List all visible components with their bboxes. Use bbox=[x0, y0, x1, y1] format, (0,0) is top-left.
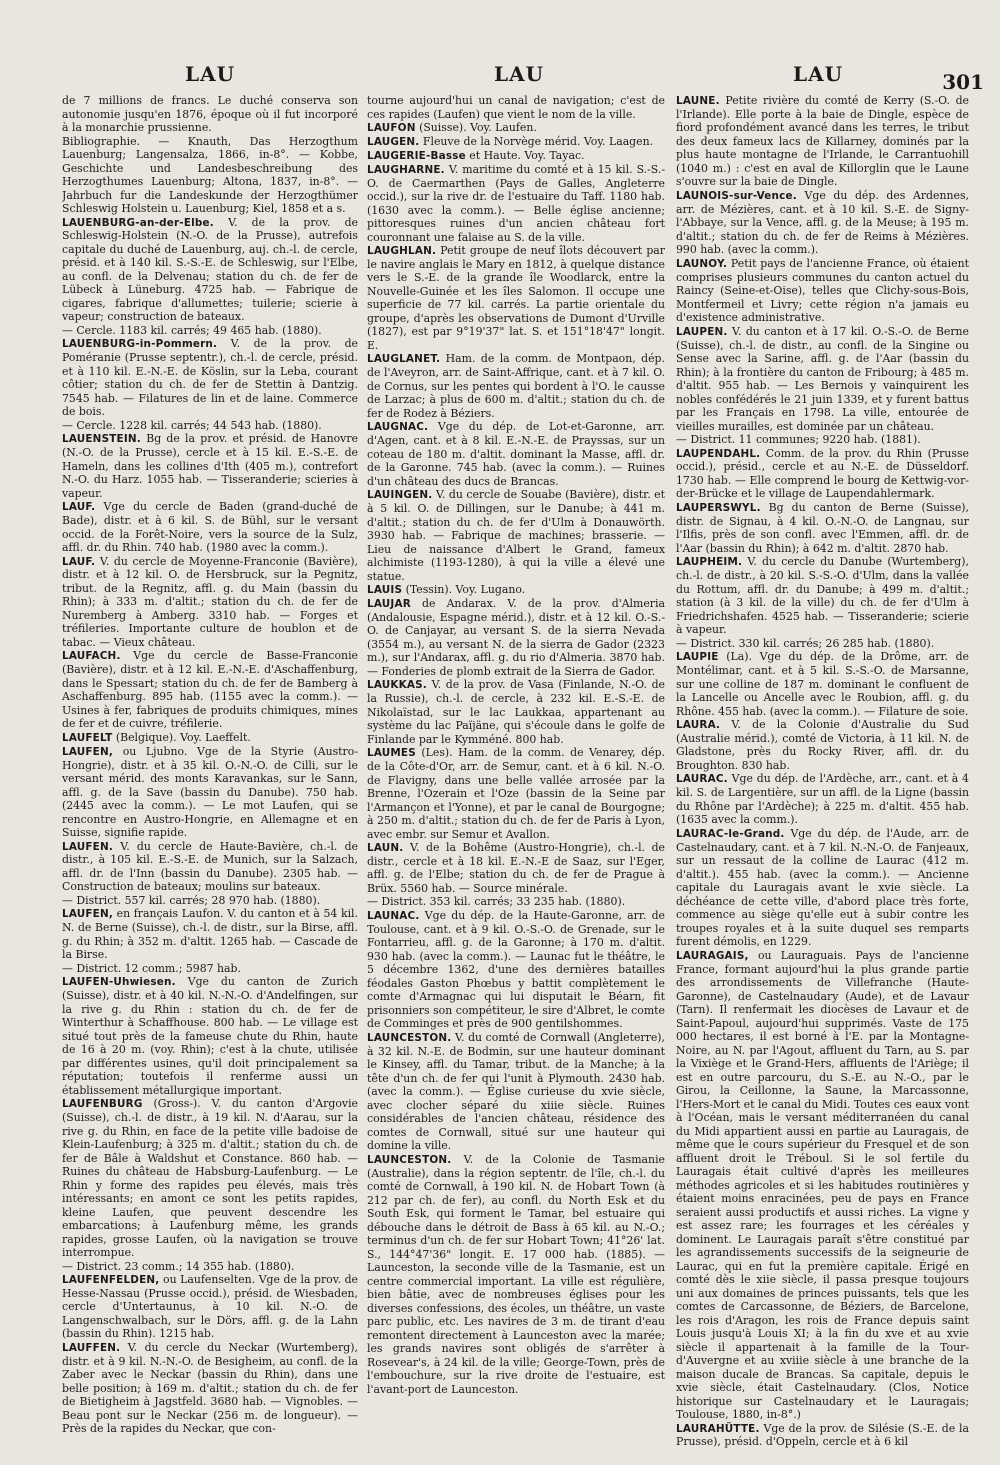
dictionary-entry bbox=[62, 337, 358, 418]
dictionary-entry bbox=[676, 189, 969, 257]
entry-headword: LAUGNAC. bbox=[367, 421, 429, 434]
entry-headword: LAUGHLAN. bbox=[367, 245, 437, 257]
entry-text: V. de la Bohême (Austro-Hongrie), ch.-l. de distr., cercle et à 18 kil. E.-N.-E de Saaz, sur l'Eger, affl. g. de l'Elbe; station du ch. de fer de Prague à Brüx. 5560 hab. — Source minérale. bbox=[367, 841, 665, 895]
entry-text: — District. 23 comm.; 14 355 hab. (1880). bbox=[62, 1259, 295, 1273]
dictionary-entry bbox=[367, 583, 665, 597]
entry-text: V. du cercle du Neckar (Wurtemberg), distr. et à 9 kil. N.-N.-O. de Besigheim, au confl. de la Zaber avec le Neckar (bassin du Rhin), dans une belle position; à 169 m. d'altit.; station du ch. de fer de Bietigheim à Jagstfeld. 3680 hab. — Vignobles. — Beau pont sur le Neckar (256 m. de longueur). — Près de la rapides du Neckar, que con- bbox=[62, 1340, 358, 1436]
entry-headword: LAUFFEN. bbox=[62, 1341, 121, 1354]
column-3 bbox=[676, 94, 969, 1464]
dictionary-entry bbox=[367, 1031, 665, 1153]
dictionary-entry bbox=[367, 352, 665, 420]
dictionary-entry bbox=[676, 718, 969, 772]
entry-text: V. du cercle de Haute-Bavière, ch.-l. de distr., à 105 kil. E.-S.-E. de Munich, sur la Salzach, affl. dr. de l'Inn (bassin du Danube). 2305 hab. — Construction de bateaux; moulins sur bateaux. bbox=[62, 839, 358, 894]
dictionary-entry bbox=[62, 135, 358, 216]
entry-text: Fleuve de la Norvège mérid. Voy. Laagen. bbox=[419, 134, 654, 148]
entry-headword: LAUFACH. bbox=[62, 650, 121, 663]
page-number: 301 bbox=[942, 70, 984, 94]
entry-headword: LAUGHARNE. bbox=[367, 163, 445, 176]
dictionary-entry bbox=[367, 121, 665, 135]
entry-headword: LAUF. bbox=[62, 501, 96, 514]
dictionary-entry bbox=[367, 678, 665, 746]
dictionary-entry bbox=[367, 420, 665, 488]
entry-text: Vge du dép. de la Haute-Garonne, arr. de Toulouse, cant. et à 9 kil. O.-S.-O. de Grenade, sur le Fontarrieu, affl. g. de la Garonne; à 170 m. d'altit. 930 hab. (avec la comm.). — Launac fut le théâtre, le 5 décembre 1362, d'une des dernières batailles féodales Gaston Phœbus y battit complètement le comte d'Armagnac qui lui disputait le Béarn, fit prisonniers son compétiteur, le sire d'Albret, le comte de Comminges et près de 900 gentilshommes. bbox=[367, 908, 665, 1031]
entry-text: V. du canton et à 17 kil. O.-S.-O. de Berne (Suisse), ch.-l. de distr., au confl. de la Singine ou Sense avec la Sarine, affl. g. de l'Aar (bassin du Rhin); à la frontière du canton de Fribourg; à 485 m. d'altit. 955 hab. — Les Bernois y vainquirent les nobles confédérés le 21 juin 1339, et y furent battus par les Français en 1798. La ville, entourée de vieilles murailles, est dominée par un château. bbox=[676, 324, 969, 433]
dictionary-entry bbox=[62, 840, 358, 894]
entry-text: Vge du canton de Zurich (Suisse), distr. et à 40 kil. N.-N.-O. d'Andelfingen, sur la rive g. du Rhin : station du ch. de fer de Winterthur à Schaffhouse. 800 hab. — Le village est situé tout près de la fameuse chute du Rhin, haute de 16 à 20 m. (voy. Rhin); c'est à la chute, utilisée par différentes usines, qu'il doit principalement sa réputation; toutefois il renferme aussi un établissement métallurgique important. bbox=[62, 975, 358, 1097]
dictionary-entry bbox=[62, 432, 358, 500]
dictionary-entry bbox=[62, 975, 358, 1097]
entry-headword: LAUPEN. bbox=[676, 325, 728, 338]
entry-text: — Cercle. 1183 kil. carrés; 49 465 hab. (1880). bbox=[62, 323, 322, 337]
entry-headword: LAUFENBURG bbox=[62, 1098, 143, 1111]
entry-headword: LAUFELT bbox=[62, 731, 113, 744]
dictionary-entry bbox=[62, 731, 358, 745]
running-head-right: LAU bbox=[793, 62, 844, 86]
dictionary-entry bbox=[62, 1341, 358, 1436]
entry-text: — District. 353 kil. carrés; 33 235 hab. (1880). bbox=[367, 895, 626, 909]
entry-headword: LAURAHÜTTE. bbox=[676, 1422, 760, 1435]
dictionary-entry bbox=[62, 419, 358, 433]
running-head-center: LAU bbox=[494, 62, 545, 86]
entry-text: Ham. de la comm. de Montpaon, dép. de l'Aveyron, arr. de Saint-Affrique, cant. et à 7 kil. O. de Cornus, sur les pentes qui bordent à l'O. le causse de Larzac; à plus de 600 m. d'altit.; station du ch. de fer de Rodez à Béziers. bbox=[367, 352, 665, 420]
dictionary-entry bbox=[676, 501, 969, 555]
dictionary-entry bbox=[62, 1260, 358, 1274]
entry-text: Bg du canton de Berne (Suisse), distr. de Signau, à 4 kil. O.-N.-O. de Langnau, sur l'Ilfis, près de son confl. avec l'Emmen, affl. dr. de l'Aar (bassin du Rhin); à 642 m. d'altit. 2870 hab. bbox=[676, 500, 969, 555]
entry-text: (Les). Ham. de la comm. de Venarey, dép. de la Côte-d'Or, arr. de Semur, cant. et à 6 kil. N.-O. de Flavigny, dans une belle vallée arrosée par la Brenne, l'Ozerain et l'Oze (bassin de la Seine par l'Armançon et l'Yonne), et par le canal de Bourgogne; à 250 m. d'altit.; station du ch. de fer de Paris à Lyon, avec embr. sur Semur et Avallon. bbox=[367, 746, 665, 841]
entry-text: Vge du cercle de Basse-Franconie (Bavière), distr. et à 12 kil. E.-N.-E. d'Aschaffenburg, dans le Spessart; station du ch. de fer de Bamberg à Aschaffenburg. 895 hab. (1155 avec la comm.). — Usines à fer, fabriques de produits chimiques, mines de fer et de cuivre, tréfilerie. bbox=[62, 649, 358, 731]
entry-headword: LAUENBURG-an-der-Elbe. bbox=[62, 216, 214, 229]
entry-text: de Andarax. V. de la prov. d'Almeria (Andalousie, Espagne mérid.), distr. et à 12 kil. O.-S.-O. de Canjayar, au versant S. de la sierra Nevada (3554 m.), au versant N. de la sierra de Gador (2323 m.), sur l'Andarax, affl. g. du rio d'Almeria. 3870 hab. — Fonderies de plomb extrait de la Sierra de Gador. bbox=[367, 596, 665, 678]
entry-text: (Belgique). Voy. Laeffelt. bbox=[112, 730, 251, 744]
entry-text: Bibliographie. — Knauth, Das Herzogthum Lauenburg; Langensalza, 1866, in-8°. — Kobbe, Geschichte und Landesbeschreibung des Herzogthumes Lauenburg; Altona, 1837, in-8°. — Jahrbuch fur die Landeskunde der Herzogthümer Schleswig Holstein u. Lauenburg; Kiel, 1858 et a s. bbox=[62, 134, 358, 215]
entry-headword: LAUNAC. bbox=[367, 909, 420, 922]
entry-text: V. de la Colonie de Tasmanie (Australie), dans la région septentr. de l'île, ch.-l. du comté de Cornwall, à 190 kil. N. de Hobart Town (à 212 par ch. de fer), au confl. du North Esk et du South Esk, qui forment le Tamar, bel estuaire qui débouche dans le détroit de Bass à 65 kil. au N.-O.; terminus d'un ch. de fer sur Hobart Town; 41°26' lat. S., 144°47'36" longit. E. 17 000 hab. (1885). — Launceston, la seconde ville de la Tasmanie, est un centre commercial important. La ville est régulière, bien bâtie, avec de nombreuses églises pour les diverses confessions, des écoles, un théâtre, un vaste parc public, etc. Les navires de 3 m. de tirant d'eau remontent directement à Launceston avec la marée; les grands navires sont obligés de s'arrêter à Rosevear's, à 24 kil. de la ville; George-Town, près de l'embouchure, sur la rive droite de l'estuaire, est l'avant-port de Launceston. bbox=[367, 1152, 665, 1396]
entry-headword: LAUFENFELDEN, bbox=[62, 1274, 160, 1286]
entry-text: — District. 557 kil. carrés; 28 970 hab. (1880). bbox=[62, 893, 321, 907]
dictionary-entry bbox=[676, 1422, 969, 1449]
entry-text: V. maritime du comté et à 15 kil. S.-S.-O. de Caermarthen (Pays de Galles, Angleterre occid.), sur la rive dr. de l'estuaire du Taff. 1180 hab. (1630 avec la comm.). — Belle église ancienne; pittoresques ruines d'un ancien château fort couronnant une falaise au S. de la ville. bbox=[367, 162, 665, 244]
entry-headword: LAUIS bbox=[367, 584, 403, 596]
dictionary-entry bbox=[367, 163, 665, 244]
entry-headword: LAUENBURG-in-Pommern. bbox=[62, 338, 218, 351]
entry-headword: LAUNCESTON. bbox=[367, 1031, 452, 1044]
dictionary-entry bbox=[367, 841, 665, 895]
entry-headword: LAUFEN, bbox=[62, 745, 114, 758]
dictionary-entry bbox=[62, 216, 358, 324]
entry-text: Vge du dép. de l'Ardèche, arr., cant. et à 4 kil. S. de Largentière, sur un affl. de la Ligne (bassin du Rhône par l'Ardèche); à 225 m. d'altit. 455 hab. (1635 avec la comm.). bbox=[676, 772, 969, 827]
entry-text: V. du cercle de Souabe (Bavière), distr. et à 5 kil. O. de Dillingen, sur le Danube; à 441 m. d'altit.; station du ch. de fer d'Ulm à Donauwörth. 3930 hab. — Fabrique de machines; brasserie. — Lieu de naissance d'Albert le Grand, fameux alchimiste (1193-1280), à qui la ville a élevé une statue. bbox=[367, 488, 665, 583]
dictionary-entry bbox=[367, 909, 665, 1031]
dictionary-entry bbox=[367, 895, 665, 909]
entry-text: (Tessin). Voy. Lugano. bbox=[402, 583, 526, 596]
entry-headword: LAUGLANET. bbox=[367, 353, 441, 366]
entry-headword: LAUGERIE-Basse bbox=[367, 149, 466, 162]
column-2 bbox=[367, 94, 665, 1464]
entry-headword: LAUPENDAHL. bbox=[676, 447, 761, 460]
entry-text: ou Lauraguais. Pays de l'ancienne France, formant aujourd'hui la plus grande partie des arrondissements de Villefranche (Haute-Garonne), de Castelnaudary (Aude), et de Lavaur (Tarn). Il renfermait les diocèses de Lavaur et de Saint-Papoul, aujourd'hui supprimés. Vaste de 175 000 hectares, il est borné à l'E. par la Montagne-Noire, au N. par l'Agout, affluent du Tarn, au S. par la Vixiège et le Grand-Hers, affluents de l'Ariège; il est en outre parcouru, du S.-E. au N.-O., par le Girou, la Ceillonne, la Saune, la Marcassonne, l'Hers-Mort et le canal du Midi. Toutes ces eaux vont à l'Océan, mais le versant méditerranéen du canal du Midi appartient aussi en partie au Lauragais, de même que le cours supérieur du Fresquel et de son affluent droit le Tréboul. Si le sol fertile du Lauragais était cultivé d'après les meilleures méthodes agricoles et si les habitudes routinières y étaient moins enracinées, peu de pays en France seraient aussi productifs et aussi riches. La vigne y est assez rare; les fourrages et les céréales y dominent. Le Lauragais paraît s'être constitué par les agrandissements successifs de la seigneurie de Laurac, qui en fut la première capitale. Érigé en comté dès le xiie siècle, il passa presque toujours uni aux domaines de princes puissants, tels que les comtes de Carcassonne, de Béziers, de Barcelone, les rois d'Aragon, les rois de France depuis saint Louis jusqu'à Louis XI; à la fin du xve et au xvie siècle il appartenait à la famille de la Tour-d'Auvergne et au xviiie siècle à une branche de la maison ducale de Brancas. Sa capitale, depuis le xvie siècle, était Castelnaudary. (Clos, Notice historique sur Castelnaudary et le Lauragais; Toulouse, 1880, in-8°.) bbox=[676, 948, 969, 1421]
dictionary-entry bbox=[367, 135, 665, 149]
entry-headword: LAUPHEIM. bbox=[676, 556, 743, 569]
column-1 bbox=[62, 94, 358, 1464]
dictionary-entry bbox=[62, 555, 358, 650]
dictionary-entry bbox=[62, 94, 358, 135]
dictionary-entry bbox=[62, 894, 358, 908]
entry-text: en français Laufon. V. du canton et à 54 kil. N. de Berne (Suisse), ch.-l. de distr., sur la Birse, affl. g. du Rhin; à 352 m. d'altit. 1265 hab. — Cascade de la Birse. bbox=[62, 907, 358, 962]
entry-text: tourne aujourd'hui un canal de navigation; c'est de ces rapides (Laufen) que vient le nom de la ville. bbox=[367, 94, 665, 121]
entry-text: et Haute. Voy. Tayac. bbox=[465, 148, 585, 162]
dictionary-entry bbox=[676, 433, 969, 447]
dictionary-entry bbox=[367, 597, 665, 678]
entry-text: V. de la Colonie d'Australie du Sud (Australie mérid.), comté de Victoria, à 11 kil. N. de Gladstone, près du Rocky River, affl. dr. du Broughton. 830 hab. bbox=[676, 718, 969, 772]
entry-text: V. de la prov. de Poméranie (Prusse septentr.), ch.-l. de cercle, présid. et à 110 kil. E.-N.-E. de Köslin, sur la Leba, courant côtier; station du ch. de fer de Stettin à Dantzig. 7545 hab. — Filatures de lin et de laine. Commerce de bois. bbox=[62, 337, 358, 419]
entry-text: ou Laufenselten. Vge de la prov. de Hesse-Nassau (Prusse occid.), présid. de Wiesbaden, cercle d'Untertaunus, à 10 kil. N.-O. de Langenschwalbach, sur le Dörs, affl. g. de la Lahn (bassin du Rhin). 1215 hab. bbox=[62, 1273, 358, 1341]
entry-text: V. du cercle de Moyenne-Franconie (Bavière), distr. et à 12 kil. O. de Hersbruck, sur la Pegnitz, tribut. de la Regnitz, affl. g. du Main (bassin du Rhin); à 333 m. d'altit.; station du ch. de fer de Nuremberg à Amberg. 3310 hab. — Forges et tréfileries. Importante culture de houblon et de tabac. — Vieux château. bbox=[62, 554, 358, 649]
entry-text: Vge de la prov. de Silésie (S.-E. de la Prusse), présid. d'Oppeln, cercle et à 6 kil bbox=[676, 1421, 969, 1449]
dictionary-entry bbox=[62, 500, 358, 554]
entry-headword: LAUPERSWYL. bbox=[676, 501, 761, 514]
entry-text: — District. 12 comm.; 5987 hab. bbox=[62, 961, 241, 975]
entry-headword: LAUF. bbox=[62, 555, 96, 568]
entry-headword: LAUFEN-Uhwiesen. bbox=[62, 976, 176, 989]
entry-headword: LAUN. bbox=[367, 842, 404, 854]
dictionary-entry bbox=[62, 1097, 358, 1259]
dictionary-entry bbox=[367, 244, 665, 352]
entry-headword: LAUNOIS-sur-Vence. bbox=[676, 189, 797, 202]
dictionary-entry bbox=[367, 1153, 665, 1396]
entry-headword: LAUENSTEIN. bbox=[62, 433, 141, 446]
entry-text: Comm. de la prov. du Rhin (Prusse occid.), présid., cercle et au N.-E. de Düsseldorf. 1730 hab. — Elle comprend le bourg de Kettwig-vor-der-Brücke et le village de Laupendahlermark. bbox=[676, 446, 969, 501]
entry-text: — Cercle. 1228 kil. carrés; 44 543 hab. (1880). bbox=[62, 418, 322, 432]
entry-headword: LAURAC-le-Grand. bbox=[676, 827, 785, 840]
entry-text: Petite rivière du comté de Kerry (S.-O. de l'Irlande). Elle porte à la baie de Dingle, espèce de fiord profondément avancé dans les terres, le tribut des deux fameux lacs de Killarney, dominés par la plus haute montagne de l'Irlande, le Carrantuohill (1040 m.) : c'est en aval de Killorglin que le Laune s'ouvre sur la baie de Dingle. bbox=[676, 94, 969, 189]
dictionary-entry bbox=[676, 827, 969, 949]
entry-headword: LAURAC. bbox=[676, 773, 728, 786]
entry-text: (La). Vge du dép. de la Drôme, arr. de Montélimar, cant. et à 5 kil. S.-S.-O. de Marsanne, sur une colline de 187 m. dominant le confluent de la Lancelle ou Ancelle avec le Roubion, affl. g. du Rhône. 455 hab. (avec la comm.). — Filature de soie. bbox=[676, 650, 969, 718]
entry-text: Vge du dép. des Ardennes, arr. de Mézières, cant. et à 10 kil. S.-E. de Signy-l'Abbaye, sur la Vence, affl. g. de la Meuse; à 195 m. d'altit.; station du ch. de fer de Reims à Mézières. 990 hab. (avec la comm.). bbox=[676, 188, 969, 257]
entry-text: V. de la prov. de Vasa (Finlande, N.-O. de la Russie), ch.-l. de cercle, à 232 kil. E.-S.-E. de Nikolaïstad, sur le lac Laukkaa, appartenant au système du lac Païjäne, qui s'écoule dans le golfe de Finlande par le Kymméné. 800 hab. bbox=[367, 678, 665, 746]
dictionary-entry bbox=[676, 325, 969, 433]
dictionary-entry bbox=[367, 94, 665, 121]
entry-text: (Gross-). V. du canton d'Argovie (Suisse), ch.-l. de distr., à 19 kil. N. d'Aarau, sur la rive g. du Rhin, en face de la petite ville badoise de Klein-Laufenburg; à 325 m. d'altit.; station du ch. de fer de Bâle à Waldshut et Constance. 860 hab. — Ruines du château de Habsburg-Laufenburg. — Le Rhin y forme des rapides peu élevés, mais très intéressants; en amont ce sont les petits rapides, kleine Laufen, que peuvent descendre les embarcations; à Laufenburg même, les grands rapides, grosse Laufen, où la navigation se trouve interrompue. bbox=[62, 1097, 358, 1259]
dictionary-entry bbox=[676, 637, 969, 651]
dictionary-entry bbox=[676, 555, 969, 636]
entry-text: V. du cercle du Danube (Wurtemberg), ch.-l. de distr., à 20 kil. S.-S.-O. d'Ulm, dans la vallée du Rottum, affl. dr. du Danube; à 499 m. d'altit.; station (à 3 kil. de la ville) du ch. de fer d'Ulm à Friedrichshafen. 4525 hab. — Tisseranderie; scierie à vapeur. bbox=[676, 555, 969, 637]
dictionary-entry bbox=[62, 1273, 358, 1341]
entry-text: V. de la prov. de Schleswig-Holstein (N.-O. de la Prusse), autrefois capitale du duché de Lauenburg, auj. ch.-l. de cercle, présid. et à 140 kil. S.-S.-E. de Schleswig, sur l'Elbe, au confl. de la Delvenau; station du ch. de fer de Lübeck à Lüneburg. 4725 hab. — Fabrique de cigares, fabrique d'allumettes; tuilerie; scierie à vapeur; construction de bateaux. bbox=[62, 215, 358, 324]
entry-headword: LAUMES bbox=[367, 747, 416, 760]
entry-headword: LAUNCESTON. bbox=[367, 1153, 452, 1166]
entry-headword: LAURAGAIS, bbox=[676, 949, 749, 962]
entry-headword: LAUPIE bbox=[676, 651, 719, 664]
entry-headword: LAURA. bbox=[676, 719, 721, 731]
dictionary-entry bbox=[676, 772, 969, 826]
dictionary-entry bbox=[676, 650, 969, 718]
running-head-left: LAU bbox=[185, 62, 236, 86]
entry-text: Petit pays de l'ancienne France, où étaient comprises plusieurs communes du canton actuel du Raincy (Seine-et-Oise), telles que Clichy-sous-Bois, Montfermeil et Livry; cette région n'a jamais eu d'existence administrative. bbox=[676, 256, 969, 325]
entry-text: de 7 millions de francs. Le duché conserva son autonomie jusqu'en 1876, époque où il fut incorporé à la monarchie prussienne. bbox=[62, 94, 358, 134]
dictionary-entry bbox=[62, 649, 358, 730]
dictionary-entry bbox=[676, 94, 969, 189]
dictionary-entry bbox=[676, 257, 969, 325]
dictionary-entry bbox=[676, 949, 969, 1422]
entry-text: Vge du dép. de Lot-et-Garonne, arr. d'Agen, cant. et à 8 kil. E.-N.-E. de Prayssas, sur un coteau de 180 m. d'altit. dominant la Masse, affl. dr. de la Garonne. 745 hab. (avec la comm.). — Ruines d'un château des ducs de Brancas. bbox=[367, 420, 665, 488]
entry-text: Petit groupe de neuf îlots découvert par le navire anglais le Mary en 1812, à quelque distance vers le S.-E. de la grande île Woodlarck, entre la Nouvelle-Guinée et les îles Salomon. Il occupe une superficie de 77 kil. carrés. La partie orientale du groupe, d'après les observations de Dumont d'Urville (1827), est par 9°19'37" lat. S. et 151°18'47" longit. E. bbox=[367, 244, 665, 352]
entry-text: V. du comté de Cornwall (Angleterre), à 32 kil. N.-E. de Bodmin, sur une hauteur dominant le Kinsey, affl. du Tamar, tribut. de la Manche; à la tête d'un ch. de fer qui l'unit à Plymouth. 2430 hab. (avec la comm.). — Église curieuse du xvie siècle, avec clocher séparé du xiiie siècle. Ruines considérables de l'ancien château, résidence des comtes de Cornwall, situé sur une hauteur qui domine la ville. bbox=[367, 1030, 665, 1153]
entry-text: — District. 330 kil. carrés; 26 285 hab. (1880). bbox=[676, 636, 935, 650]
dictionary-entry bbox=[62, 324, 358, 338]
entry-headword: LAUINGEN. bbox=[367, 489, 433, 502]
entry-headword: LAUFEN. bbox=[62, 840, 114, 853]
entry-headword: LAUKKAS. bbox=[367, 679, 427, 692]
entry-text: Vge du cercle de Baden (grand-duché de Bade), distr. et à 6 kil. S. de Bühl, sur le versant occid. de la Forêt-Noire, vers la source de la Sulz, affl. dr. du Rhin. 740 hab. (1980 avec la comm.). bbox=[62, 500, 358, 554]
dictionary-entry bbox=[367, 488, 665, 583]
dictionary-entry bbox=[62, 962, 358, 976]
entry-headword: LAUGEN. bbox=[367, 135, 420, 148]
entry-text: ou Ljubno. Vge de la Styrie (Austro-Hongrie), distr. et à 35 kil. O.-N.-O. de Cilli, sur le versant mérid. des monts Karavankas, sur le Sann, affl. g. de la Save (bassin du Danube). 750 hab. (2445 avec la comm.). — Le mot Laufen, qui se rencontre en Austro-Hongrie, en Allemagne et en Suisse, signifie rapide. bbox=[62, 744, 358, 839]
dictionary-entry bbox=[62, 907, 358, 961]
dictionary-entry bbox=[367, 746, 665, 841]
entry-headword: LAUFON bbox=[367, 122, 416, 134]
entry-headword: LAUJAR bbox=[367, 597, 411, 610]
entry-text: — District. 11 communes; 9220 hab. (1881). bbox=[676, 433, 921, 446]
dictionary-entry bbox=[367, 149, 665, 163]
entry-headword: LAUNOY. bbox=[676, 257, 728, 270]
entry-text: (Suisse). Voy. Laufen. bbox=[415, 121, 537, 134]
entry-text: Vge du dép. de l'Aude, arr. de Castelnaudary, cant. et à 7 kil. N.-N.-O. de Fanjeaux, sur un ressaut de la colline de Laurac (412 m. d'altit.). 455 hab. (avec la comm.). — Ancienne capitale du Lauragais avant le xvie siècle. La déchéance de cette ville, d'abord place très forte, commence au siège qu'elle eut à subir contre les troupes royales et à la suite duquel ses remparts furent démolis, en 1229. bbox=[676, 826, 969, 949]
dictionary-entry bbox=[62, 745, 358, 840]
entry-headword: LAUNE. bbox=[676, 95, 720, 107]
entry-text: Bg de la prov. et présid. de Hanovre (N.-O. de la Prusse), cercle et à 15 kil. E.-S.-E. de Hameln, dans les collines d'Ith (405 m.), contrefort N.-O. du Harz. 1055 hab. — Tisseranderie; scieries à vapeur. bbox=[62, 432, 358, 500]
entry-headword: LAUFEN, bbox=[62, 908, 114, 921]
dictionary-entry bbox=[676, 447, 969, 501]
